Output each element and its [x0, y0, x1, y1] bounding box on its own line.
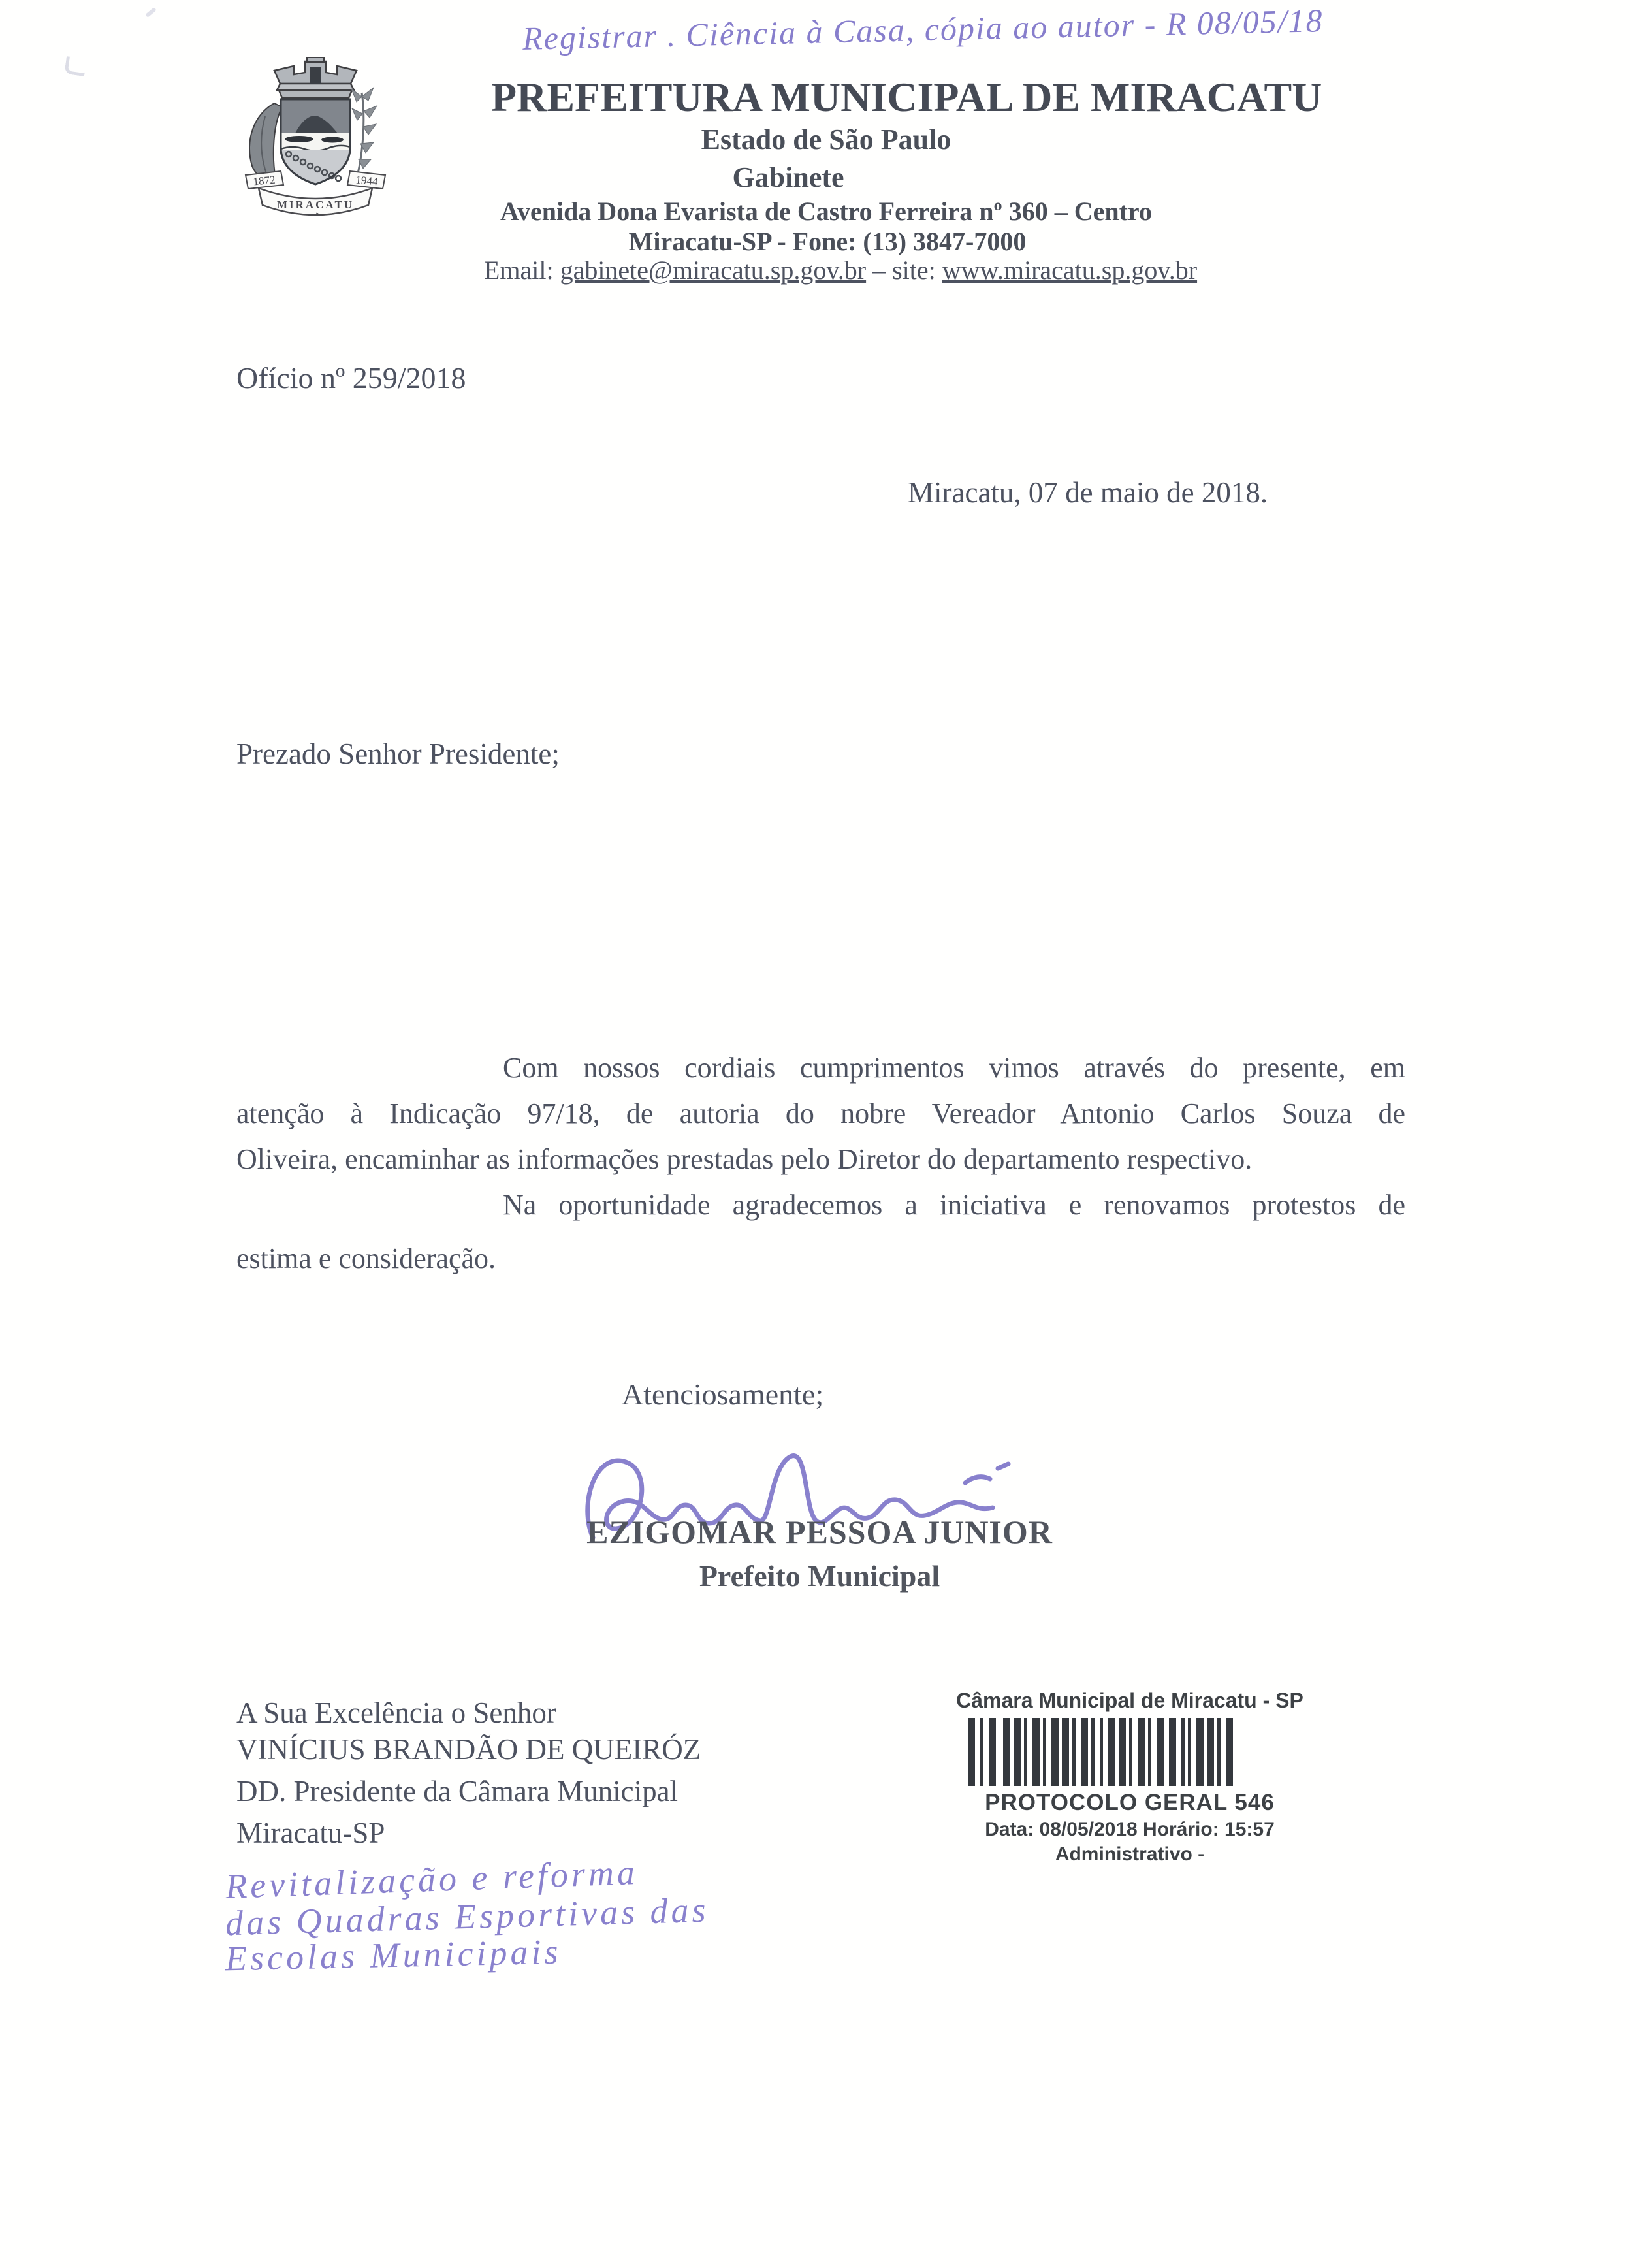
signer-title: Prefeito Municipal [699, 1559, 940, 1593]
barcode [968, 1718, 1233, 1786]
addressee-role: DD. Presidente da Câmara Municipal [236, 1775, 679, 1807]
scan-artifact [64, 56, 86, 76]
scan-artifact [145, 7, 157, 18]
email-link[interactable]: gabinete@miracatu.sp.gov.br [560, 255, 867, 285]
site-label: – site: [866, 255, 942, 285]
letter-body [236, 1045, 1405, 1282]
closing-line: Atenciosamente; [622, 1378, 824, 1411]
leaf-ornament-icon [249, 103, 282, 180]
letterhead-phone: Miracatu-SP - Fone: (13) 3847-7000 [628, 227, 1027, 256]
salutation: Prezado Senhor Presidente; [236, 737, 560, 770]
protocol-stamp [940, 1689, 1319, 1866]
handwritten-registration-note: Registrar . Ciência à Casa, cópia ao autor - R 08/05/18 [522, 2, 1324, 57]
email-label: Email: [483, 255, 560, 285]
date-line: Miracatu, 07 de maio de 2018. [908, 476, 1268, 509]
site-link[interactable]: www.miracatu.sp.gov.br [942, 255, 1198, 285]
handwritten-subject-note: Revitalização e reforma [225, 1852, 639, 1907]
stamp-date-line: Data: 08/05/2018 Horário: 15:57 [985, 1819, 1275, 1840]
body-line: atenção à Indicação 97/18, de autoria do nobre Vereador Antonio Carlos Souza de [236, 1097, 1405, 1129]
letterhead-contact-line [449, 255, 1232, 285]
addressee-honorific: A Sua Excelência o Senhor [236, 1696, 556, 1729]
addressee-city: Miracatu-SP [236, 1817, 385, 1849]
body-line: Com nossos cordiais cumprimentos vimos através do presente, em [503, 1052, 1405, 1084]
shield-icon [281, 99, 350, 184]
signature-block [526, 1513, 1113, 1593]
crest-city-name: MIRACATU [276, 199, 355, 211]
crest-year-left: 1872 [252, 173, 276, 188]
letterhead-office: Gabinete [732, 161, 844, 193]
letterhead-title: PREFEITURA MUNICIPAL DE MIRACATU [491, 74, 1322, 120]
city-banner [259, 188, 372, 216]
stamp-org-line: Câmara Municipal de Miracatu - SP [956, 1689, 1303, 1712]
body-line: Oliveira, encaminhar as informações prestadas pelo Diretor do departamento respectivo. [236, 1143, 1253, 1175]
oficio-reference: Ofício nº 259/2018 [236, 361, 466, 395]
body-line: estima e consideração. [236, 1242, 496, 1274]
city-coat-of-arms [234, 56, 397, 216]
branch-ornament-icon [351, 88, 377, 179]
letterhead-state: Estado de São Paulo [701, 123, 951, 155]
body-line: Na oportunidade agradecemos a iniciativa e renovamos protestos de [503, 1189, 1405, 1221]
stamp-sector-line: Administrativo - [1055, 1843, 1205, 1865]
addressee-name: VINÍCIUS BRANDÃO DE QUEIRÓZ [236, 1733, 701, 1766]
crest-year-right: 1944 [355, 173, 379, 188]
stamp-protocol-line: PROTOCOLO GERAL 546 [985, 1790, 1275, 1815]
handwritten-subject-note: Escolas Municipais [225, 1932, 562, 1979]
signer-name: EZIGOMAR PESSOA JUNIOR [586, 1514, 1053, 1550]
letterhead-address: Avenida Dona Evarista de Castro Ferreira nº 360 – Centro [500, 197, 1152, 226]
handwritten-subject-note: das Quadras Esportivas das [225, 1890, 710, 1943]
mural-crown-icon [274, 57, 357, 98]
